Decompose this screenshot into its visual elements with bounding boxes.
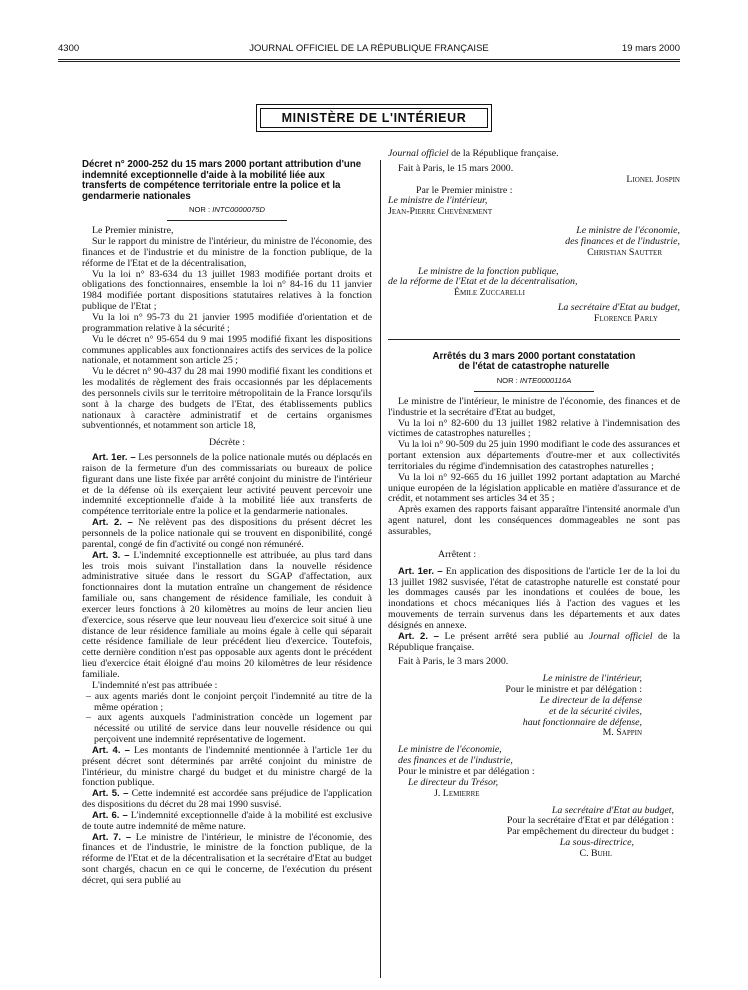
- arrete-title-line: Arrêtés du 3 mars 2000 portant constatation: [432, 350, 636, 362]
- list-item: – aux agents mariés dont le conjoint perçoit l'indemnité au titre de la même opération ;: [86, 690, 372, 713]
- decrete: Décrète :: [209, 437, 245, 449]
- signer-delegation: Pour le ministre et par délégation :: [398, 766, 535, 777]
- column-separator: [380, 160, 381, 978]
- signer-name: Émile Zuccarelli: [454, 287, 525, 299]
- signer-delegation: Pour le ministre et par délégation :: [505, 684, 642, 696]
- arrete-nor: [388, 376, 680, 387]
- decree-considerant: Vu la loi n° 95-73 du 21 janvier 1995 modifiée d'orientation et de programmation relative à la sécurité ;: [82, 311, 372, 334]
- decree-nor: [82, 205, 372, 216]
- arrete-considerant: Vu la loi n° 82-600 du 13 juillet 1982 relative à l'indemnisation des victimes de catastrophes naturelles ;: [388, 417, 680, 440]
- signer-name: Christian Sautter: [587, 246, 662, 258]
- decree-article-6: [82, 811, 372, 833]
- article-text: de la République française.: [451, 148, 559, 159]
- decree-article-5: [82, 789, 372, 811]
- arretent: Arrêtent :: [438, 548, 477, 560]
- signer-title: Le ministre de la fonction publique,: [418, 265, 559, 277]
- par-premier-ministre: Par le Premier ministre :: [416, 184, 513, 196]
- decree-considerant: Sur le rapport du ministre de l'intérieur, du ministre de l'économie, des finances et de l'industrie et du ministre de la fonction publique, de la réforme de l'Etat et de la décentralisation,: [82, 236, 372, 269]
- decree-article-2: [82, 518, 372, 551]
- article-text: En application des dispositions de l'article 1er de la loi du 13 juillet 1982 susvisée, l'état de catastrophe naturelle est constaté pour les dommages causés par les inondations et coulées de boue, les inondations et chocs mécaniques liés à l'action des vagues et les mouvements de terrain survenus dans les départements et aux dates désignés en annexe.: [388, 565, 680, 631]
- signer-name: Jean-Pierre Chevènement: [388, 206, 493, 218]
- article-text: L'indemnité exceptionnelle est attribuée, au plus tard dans les trois mois suivant l'installation dans la nouvelle résidence administrative située dans le ressort du SGAP d'affectation, aux fonctionnaires dont la mutation entraîne un changement de résidence familiale ou, sans changement de résidence familiale, les conduit à exercer leurs fonctions à 20 kilomètres au moins de leur ancien lieu d'exercice, sous réserve que leur nouveau lieu d'exercice soit situé à une distance de leur résidence familiale au moins égale à celle qui séparait cette résidence familiale de leur précédent lieu d'exercice. Toutefois, cette dernière condition n'est pas opposable aux agents dont le précédent lieu d'exercice était éloigné d'au moins 20 kilomètres de leur résidence familiale.: [82, 549, 372, 680]
- list-item: – aux agents auxquels l'administration concède un logement par nécessité ou utilité de service dans leur nouvelle résidence ou qui perçoivent une indemnité représentative de logement.: [86, 712, 372, 746]
- section-rule: [388, 339, 680, 340]
- article-label: Art. 3. –: [92, 549, 130, 561]
- ministry-title: MINISTÈRE DE L'INTÉRIEUR: [260, 108, 488, 128]
- signer-title: La secrétaire d'Etat au budget,: [557, 302, 680, 314]
- arrete-title: [388, 352, 680, 373]
- signer-delegation: Pour la secrétaire d'Etat et par délégation :: [506, 815, 674, 827]
- arrete-title-line: de l'état de catastrophe naturelle: [458, 361, 610, 373]
- signer-title: Le ministre de l'économie,: [398, 744, 502, 756]
- decree-considerant: Vu le décret n° 95-654 du 9 mai 1995 modifié fixant les dispositions communes applicables aux fonctionnaires actifs des services de la police nationale, et notamment son article 25 ;: [82, 333, 372, 367]
- article-text: Le ministre de l'intérieur, le ministre de l'économie, des finances et de l'industrie, le ministre de la fonction publique, de la réforme de l'Etat et de la décentralisation et la secrétaire d'Etat au budget sont chargés, chacun en ce qui le concerne, de l'exécution du présent décret, qui sera publié au: [82, 831, 372, 886]
- signer-title: La sous-directrice,: [559, 837, 634, 849]
- decree-article-7: [82, 831, 372, 886]
- page-header: [58, 43, 680, 57]
- ministry-box: [256, 104, 492, 132]
- journal-title: JOURNAL OFFICIEL DE LA RÉPUBLIQUE FRANÇAISE: [249, 43, 489, 54]
- decree-signatures: [388, 175, 680, 325]
- signer-name: J. Lemierre: [434, 787, 480, 799]
- nor-label: NOR :: [496, 376, 518, 385]
- page-number: 4300: [58, 43, 80, 54]
- right-column: [388, 148, 680, 860]
- signer-name: M. Sappin: [602, 727, 642, 739]
- article-text: de la République française.: [388, 630, 680, 653]
- article-label: Art. 2. –: [92, 517, 133, 529]
- arrete-considerant: Vu la loi n° 92-665 du 16 juillet 1992 portant adaptation au Marché unique européen de la législation applicable en matière d'assurance et de crédit, et notamment ses articles 34 et 35 ;: [388, 471, 680, 505]
- article-text: L'indemnité exceptionnelle d'aide à la mobilité est exclusive de toute autre indemnité de même nature.: [82, 809, 372, 832]
- article-text: Ne relèvent pas des dispositions du présent décret les personnels de la police nationale qui se trouvent en disponibilité, congé parental, congé de fin d'activité ou congé non rémunéré.: [82, 517, 372, 550]
- decree-done: Fait à Paris, le 15 mars 2000.: [398, 162, 514, 174]
- signer-title: Le directeur du Trésor,: [408, 776, 499, 788]
- arrete-article-2: [388, 632, 680, 654]
- arrete-considerant: Vu la loi n° 90-509 du 25 juin 1990 modifiant le code des assurances et portant extension aux départements d'outre-mer et aux collectivités territoriales du régime d'indemnisation des catastrophes naturelles ;: [388, 439, 680, 472]
- header-rule-top: [58, 59, 680, 60]
- article-text: Les personnels de la police nationale mutés ou déplacés en raison de la fermeture d'un des commissariats ou bureaux de police figurant dans une liste fixée par arrêté conjoint du ministre de l'intérieur et de la défense où ils exerçaient leur activité peuvent percevoir une indemnité exceptionnelle d'aide à la mobilité liée aux transferts de compétence territoriale entre la police et la gendarmerie nationales.: [82, 452, 373, 518]
- signer-pm: Lionel Jospin: [626, 173, 680, 185]
- left-column: [82, 159, 373, 886]
- decree-article-1: [82, 453, 372, 518]
- article-label: Art. 6. –: [92, 809, 128, 821]
- decree-article-7-end: [388, 149, 680, 160]
- decree-article-4: [82, 746, 372, 789]
- signer-title: des finances et de l'industrie,: [565, 235, 680, 247]
- arrete-done: Fait à Paris, le 3 mars 2000.: [398, 656, 509, 668]
- article-label: Art. 7. –: [92, 831, 132, 843]
- arrete-considerant: Après examen des rapports faisant apparaître l'intensité anormale d'un agent naturel, dont les conséquences dommageables ne sont pas assurables,: [388, 504, 680, 537]
- article-label: Art. 1er. –: [92, 452, 136, 464]
- arrete-intro: Le ministre de l'intérieur, le ministre de l'économie, des finances et de l'industrie et la secrétaire d'Etat au budget,: [388, 395, 680, 418]
- signature-3: [388, 806, 680, 860]
- article-text: Le présent arrêté sera publié au: [444, 630, 584, 642]
- decree-article-3-exclusions: L'indemnité n'est pas attribuée :: [92, 679, 218, 691]
- signer-name: Florence Parly: [593, 312, 658, 324]
- signer-title: Le directeur de la défense: [539, 694, 642, 706]
- journal-officiel-ref: Journal officiel: [588, 630, 653, 642]
- arrete-signatures: [388, 674, 680, 860]
- header-rule-bottom: [58, 61, 680, 62]
- decree-intro: Le Premier ministre,: [92, 225, 174, 237]
- signature-2: [388, 745, 680, 799]
- signer-delegation: Par empêchement du directeur du budget :: [506, 826, 674, 838]
- arrete-article-1: [388, 567, 680, 632]
- signer-title: Le ministre de l'intérieur,: [542, 673, 642, 685]
- nor-code: INTE0000116A: [519, 376, 572, 385]
- title-rule: [167, 220, 287, 221]
- article-label: Art. 5. –: [92, 788, 129, 800]
- article-text: Les montants de l'indemnité mentionnée à l'article 1er du présent décret sont déterminés par arrêté conjoint du ministre de l'intérieur, du ministre chargé du budget et du ministre chargé de la fonction publique.: [82, 744, 372, 789]
- signer-title: La secrétaire d'Etat au budget,: [551, 804, 674, 816]
- article-label: Art. 4. –: [92, 744, 130, 756]
- signature-1: [388, 674, 680, 739]
- signer-title: Le ministre de l'économie,: [576, 225, 680, 237]
- article-label: Art. 2. –: [398, 630, 439, 642]
- article-label: Art. 1er. –: [398, 565, 443, 577]
- signer-title: et de la sécurité civiles,: [549, 705, 642, 717]
- signer-title: Le ministre de l'intérieur,: [388, 195, 488, 207]
- nor-label: NOR :: [189, 205, 211, 215]
- title-rule: [474, 391, 594, 392]
- nor-code: INTC0000075D: [212, 205, 265, 215]
- signer-name: C. Buhl: [579, 847, 612, 859]
- journal-officiel-ref: Journal officiel: [388, 148, 449, 159]
- decree-considerant: Vu le décret n° 90-437 du 28 mai 1990 modifié fixant les conditions et les modalités de règlement des frais occasionnés par les déplacements des personnels civils sur le territoire métropolitain de la France lorsqu'ils sont à la charge des budgets de l'Etat, des établissements publics nationaux à caractère administratif et de certains organismes subventionnés, et notamment son article 18,: [82, 366, 372, 432]
- issue-date: 19 mars 2000: [621, 43, 680, 54]
- decree-considerant: Vu la loi n° 83-634 du 13 juillet 1983 modifiée portant droits et obligations des fonctionnaires, ensemble la loi n° 84-16 du 11 janvier 1984 modifiée portant dispositions statutaires relatives à la fonction publique de l'Etat ;: [82, 268, 372, 313]
- article-text: Cette indemnité est accordée sans préjudice de l'application des dispositions du décret du 28 mai 1990 susvisé.: [82, 788, 372, 811]
- signer-title: de la réforme de l'Etat et de la décentralisation,: [388, 276, 578, 288]
- exclusion-list: [82, 692, 372, 746]
- decree-article-3: [82, 551, 372, 681]
- signer-title: haut fonctionnaire de défense,: [522, 716, 642, 728]
- signer-title: des finances et de l'industrie,: [398, 755, 513, 767]
- decree-title: Décret n° 2000-252 du 15 mars 2000 portant attribution d'une indemnité exceptionnelle d'aide à la mobilité liée aux transferts de compétence territoriale entre la police et la gendarmerie nationales: [82, 159, 362, 202]
